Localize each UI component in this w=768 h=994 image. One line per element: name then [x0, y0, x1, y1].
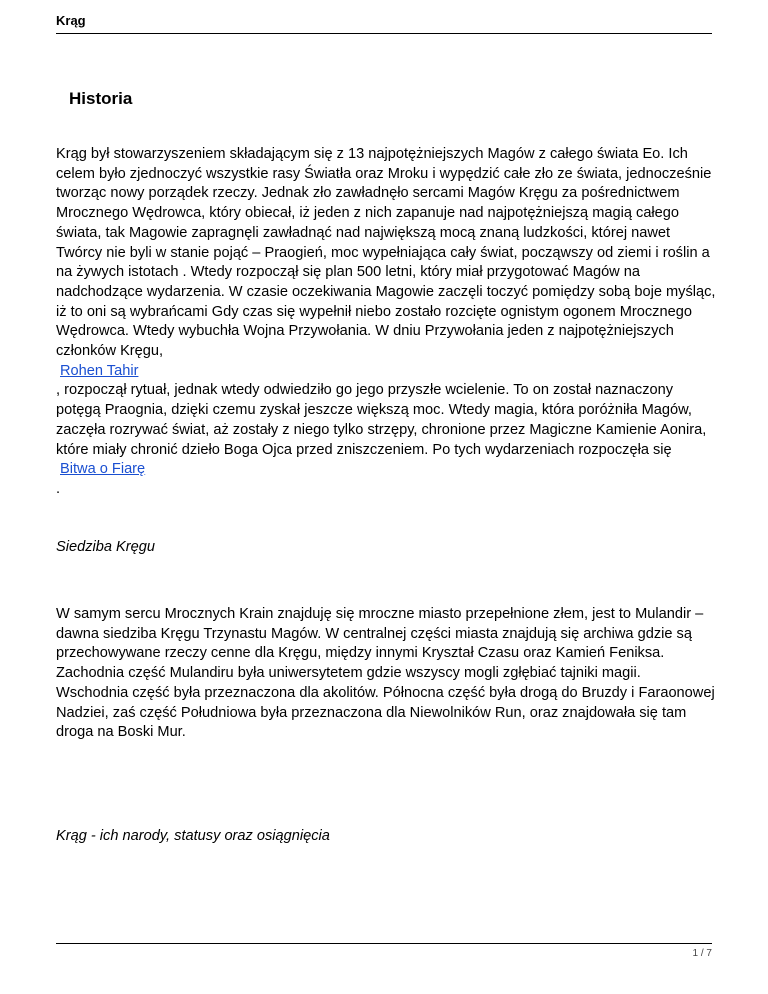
history-text-part-2: , rozpoczął rytuał, jednak wtedy odwiedziło go jego przyszłe wcielenie. To on został naznaczony potęgą Praognia, dzięki czemu zyskał jeszcze większą moc. Wtedy magia, która poróżniła Magów, zaczęła rozrywać świat, aż zostały z niego tylko strzępy, chronione przez Magiczne Kamienie Aonira, które miały chronić dzieło Boga Ojca przed zniszczeniem. Po tych wydarzeniach rozpoczęła się — [56, 382, 707, 458]
section-heading-narody: Krąg - ich narody, statusy oraz osiągnięcia — [56, 828, 330, 844]
siedziba-paragraph: W samym sercu Mrocznych Krain znajduję się mroczne miasto przepełnione złem, jest to Mulandir – dawna siedziba Kręgu Trzynastu Magów. W centralnej części miasta znajdują się archiwa gdzie są przechowywane rzeczy cenne dla Kręgu, między innymi Kryształ Czasu oraz Kamień Feniksa. Zachodnia część Mulandiru była uniwersytetem gdzie wszyscy mogli zgłębiać tajniki magii. Wschodnia część była przeznaczona dla akolitów. Północna część była drogą do Bruzdy i Faraonowej Nadziei, zaś część Południowa była przeznaczona dla Niewolników Run, oraz znajdowała się tam droga na Boski Mur. — [56, 606, 715, 741]
footer-divider — [56, 943, 712, 944]
link-bitwa-o-fiare[interactable]: Bitwa o Fiarę — [60, 461, 146, 478]
section-heading-siedziba: Siedziba Kręgu — [56, 539, 155, 555]
header-divider — [56, 33, 712, 34]
link-rohen-tahir[interactable]: Rohen Tahir — [60, 362, 139, 379]
history-text-part-1: Krąg był stowarzyszeniem składającym się z 13 najpotężniejszych Magów z całego świata Eo. Ich celem było zjednoczyć wszystkie rasy Światła oraz Mroku i wypędzić całe zło ze świata, jednocześnie tworząc nowy porządek rzeczy. Jednak zło zawładnęło sercami Magów Kręgu za pośrednictwem Mrocznego Wędrowca, który obiecał, iż jeden z nich zapanuje nad najpotężniejszą magią całego świata, tak Magowie zapragnęli zawładnąć nad największą mocą znaną ludzkości, której nawet Twórcy nie byli w stanie pojąć – Praogień, moc wypełniająca cały świat, począwszy od ziemi i roślin a na żywych istotach . Wtedy rozpoczął się plan 500 letni, który miał przygotować Magów na nadchodzące wydarzenia. W czasie oczekiwania Magowie zaczęli toczyć pomiędzy sobą boje myśląc, iż to oni są wybrańcami Gdy czas się wypełnił niebo zostało rozcięte ognistym ogonem Mrocznego Wędrowca. Wtedy wybuchła Wojna Przywołania. W dniu Przywołania jeden z najpotężniejszych członków Kręgu, — [56, 146, 716, 360]
page-number: 1 / 7 — [692, 948, 712, 959]
history-paragraph — [56, 145, 716, 500]
document-header-title: Krąg — [56, 13, 86, 28]
section-heading-historia: Historia — [69, 89, 133, 108]
history-text-part-3: . — [56, 480, 61, 497]
